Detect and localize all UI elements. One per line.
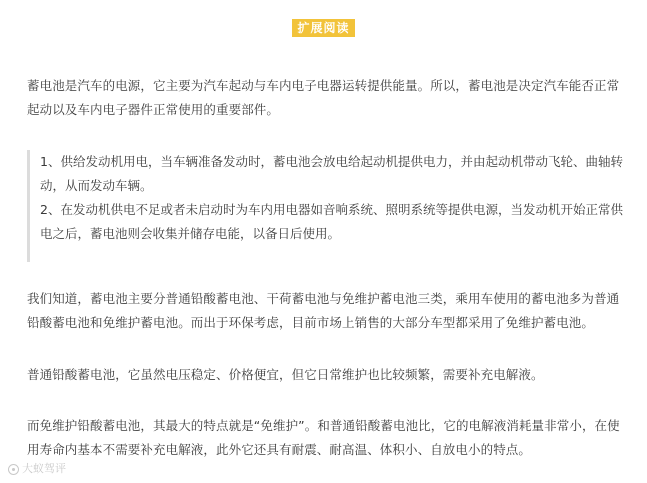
intro-paragraph: 蓄电池是汽车的电源，它主要为汽车起动与车内电子电器运转提供能量。所以，蓄电池是决定汽车能否正常起动以及车内电子器件正常使用的重要部件。 bbox=[27, 78, 620, 117]
extended-reading-badge: 扩展阅读 bbox=[292, 19, 354, 37]
quote-item-1: 1、供给发动机用电，当车辆准备发动时，蓄电池会放电给起动机提供电力，并由起动机带动飞轮、曲轴转动，从而发动车辆。 bbox=[40, 154, 623, 193]
ordinary-battery-paragraph: 普通铅酸蓄电池，它虽然电压稳定、价格便宜，但它日常维护也比较频繁，需要补充电解液。 bbox=[27, 367, 544, 382]
badge-container bbox=[0, 17, 647, 37]
battery-types-paragraph: 我们知道，蓄电池主要分普通铅酸蓄电池、干荷蓄电池与免维护蓄电池三类，乘用车使用的蓄电池多为普通铅酸蓄电池和免维护蓄电池。而出于环保考虑，目前市场上销售的大部分车型都采用了免维护蓄电池。 bbox=[27, 291, 620, 330]
maintenance-free-paragraph: 而免维护铅酸蓄电池，其最大的特点就是“免维护”。和普通铅酸蓄电池比，它的电解液消耗量非常小，在使用寿命内基本不需要补充电解液，此外它还具有耐震、耐高温、体积小、自放电小的特点。 bbox=[27, 418, 620, 457]
watermark-text: 大蚁驾评 bbox=[22, 462, 66, 475]
quote-item-2: 2、在发动机供电不足或者未启动时为车内用电器如音响系统、照明系统等提供电源，当发动机开始正常供电之后，蓄电池则会收集并储存电能，以备日后使用。 bbox=[40, 202, 623, 241]
logo-icon bbox=[8, 464, 19, 475]
watermark bbox=[8, 462, 66, 476]
function-blockquote bbox=[27, 150, 630, 262]
